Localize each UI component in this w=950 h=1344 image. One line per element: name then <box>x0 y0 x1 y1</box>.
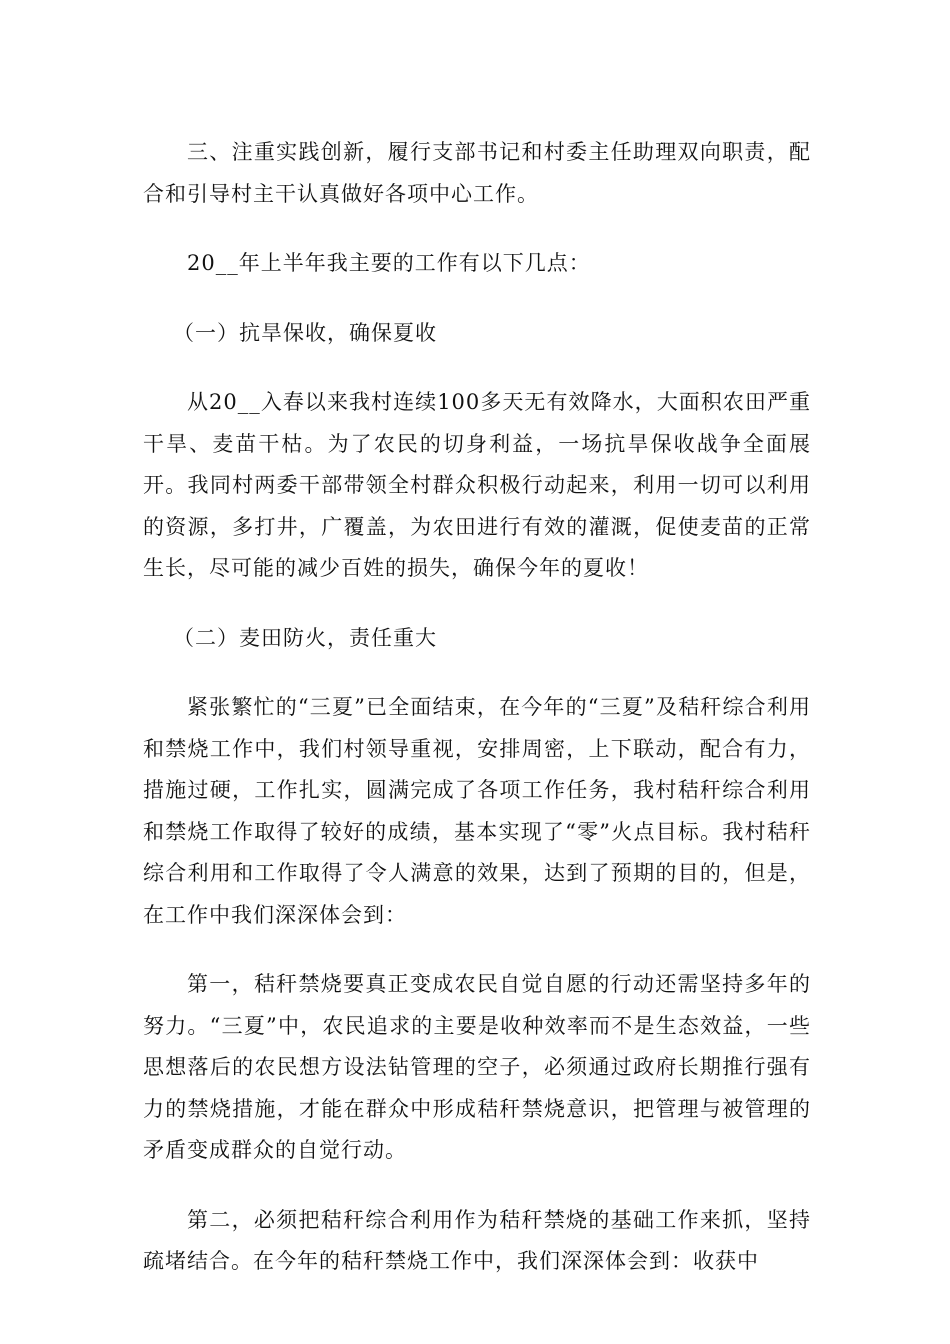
paragraph-gap <box>143 590 811 618</box>
section-heading-drought: （一）抗旱保收，确保夏收 <box>173 320 437 345</box>
paragraph-gap <box>143 659 811 687</box>
paragraph-gap <box>143 215 811 243</box>
paragraph-fire-prevention: 紧张繁忙的“三夏”已全面结束，在今年的“三夏”及秸秆综合利用和禁烧工作中，我们村领导重视，安排周密，上下联动，配合有力，措施过硬，工作扎实，圆满完成了各项工作任务，我村秸秆综合利用和禁烧工作取得了较好的成绩，基本实现了“零”火点目标。我村秸秆综合利用和工作取得了令人满意的效果，达到了预期的目的，但是，在工作中我们深深体会到： <box>143 695 811 927</box>
paragraph-drought: 从20__入春以来我村连续100多天无有效降水，大面积农田严重干旱、麦苗干枯。为了农民的切身利益，一场抗旱保收战争全面展开。我同村两委干部带领全村群众积极行动起来，利用一切可以利用的资源，多打井，广覆盖，为农田进行有效的灌溉，促使麦苗的正常生长，尽可能的减少百姓的损失，确保今年的夏收！ <box>143 390 811 580</box>
paragraph-gap <box>143 354 811 382</box>
paragraph-gap <box>143 285 811 313</box>
paragraph-work-intro: 20__年上半年我主要的工作有以下几点： <box>187 251 591 275</box>
paragraph-first-point: 第一，秸秆禁烧要真正变成农民自觉自愿的行动还需坚持多年的努力。“三夏”中，农民追求的主要是收种效率而不是生态效益，一些思想落后的农民想方设法钻管理的空子，必须通过政府长期推行强有力的禁烧措施，才能在群众中形成秸秆禁烧意识，把管理与被管理的矛盾变成群众的自觉行动。 <box>143 972 811 1162</box>
section-heading-fire-prevention: （二）麦田防火，责任重大 <box>173 625 437 650</box>
paragraph-practice-innovation: 三、注重实践创新，履行支部书记和村委主任助理双向职责，配合和引导村主干认真做好各项中心工作。 <box>143 140 811 206</box>
paragraph-gap <box>143 936 811 964</box>
document-body <box>143 132 811 1283</box>
paragraph-gap <box>143 1172 811 1200</box>
paragraph-second-point: 第二，必须把秸秆综合利用作为秸秆禁烧的基础工作来抓，坚持疏堵结合。在今年的秸秆禁烧工作中，我们深深体会到：收获中 <box>143 1207 811 1273</box>
